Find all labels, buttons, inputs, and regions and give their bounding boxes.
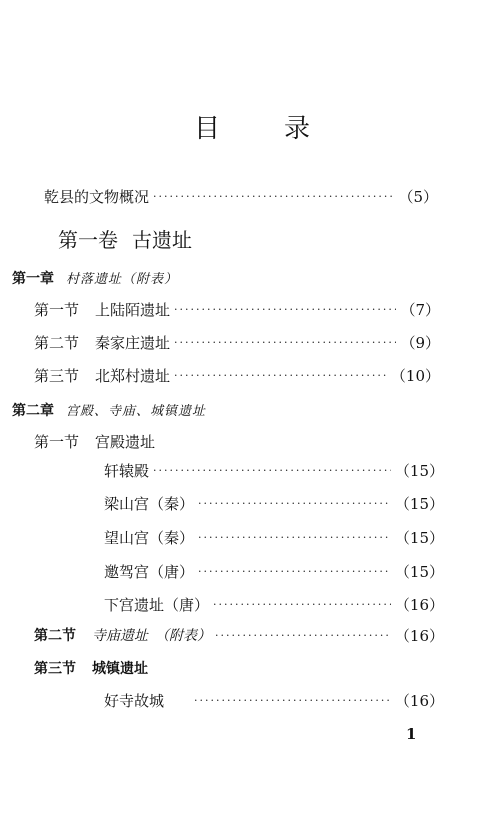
volume-heading <box>58 224 192 253</box>
chapter-title: 宫殿、寺庙、城镇遗址 <box>66 404 207 419</box>
entry-page: （5） <box>398 188 438 206</box>
entry-label: 好寺故城 <box>104 692 165 710</box>
entry-label: 梁山宫（秦） <box>104 495 195 513</box>
leader-dots <box>215 624 391 648</box>
title-char-2: 录 <box>284 114 311 144</box>
leader-dots <box>194 689 391 713</box>
toc-entry-ch1-sec3[interactable] <box>34 364 440 388</box>
entry-page: （10） <box>390 367 440 385</box>
entry-label: 宫殿遗址 <box>95 433 156 451</box>
chapter-title: 村落遗址（附表） <box>66 272 179 287</box>
entry-label: 寺庙遗址 （附表） <box>92 628 211 644</box>
entry-page: （16） <box>394 692 444 710</box>
leader-dots <box>153 185 394 209</box>
entry-page: （16） <box>394 627 444 645</box>
chapter-number: 第一章 <box>12 271 54 287</box>
section-number: 第三节 <box>34 367 80 385</box>
toc-entry-palace-5[interactable] <box>104 593 444 617</box>
entry-label: 望山宫（秦） <box>104 529 195 547</box>
entry-label: 乾县的文物概况 <box>44 188 150 206</box>
toc-entry-intro[interactable] <box>44 185 438 209</box>
entry-page: （9） <box>400 334 440 352</box>
toc-entry-palace-4[interactable] <box>104 560 444 584</box>
title-char-1: 目 <box>193 114 220 144</box>
toc-entry-ch2-sec3[interactable] <box>34 658 148 678</box>
entry-label: 邀驾宫（唐） <box>104 563 195 581</box>
page-title <box>0 108 504 145</box>
toc-entry-ch2-sec1[interactable] <box>34 431 155 452</box>
entry-page: （16） <box>394 596 444 614</box>
entry-label: 上陆陌遗址 <box>95 301 171 319</box>
leader-dots <box>174 364 387 388</box>
entry-page: （15） <box>394 529 444 547</box>
leader-dots <box>213 593 391 617</box>
entry-label: 轩辕殿 <box>104 462 150 480</box>
leader-dots <box>198 526 391 550</box>
chapter-heading-1 <box>12 268 178 288</box>
leader-dots <box>198 560 391 584</box>
section-number: 第二节 <box>34 334 80 352</box>
toc-entry-town[interactable] <box>104 689 444 713</box>
entry-page: （15） <box>394 563 444 581</box>
entry-page: （7） <box>400 301 440 319</box>
page-number: 1 <box>406 725 417 743</box>
toc-entry-ch1-sec2[interactable] <box>34 331 440 355</box>
entry-page: （15） <box>394 462 444 480</box>
entry-label: 城镇遗址 <box>92 661 148 677</box>
leader-dots <box>174 298 396 322</box>
leader-dots <box>198 492 391 516</box>
toc-entry-ch2-sec2[interactable] <box>34 624 444 648</box>
chapter-heading-2 <box>12 400 206 420</box>
volume-title: 古遗址 <box>132 228 192 252</box>
toc-entry-palace-3[interactable] <box>104 526 444 550</box>
toc-entry-palace-1[interactable] <box>104 459 444 483</box>
toc-entry-ch1-sec1[interactable] <box>34 298 440 322</box>
section-number: 第二节 <box>34 628 76 644</box>
leader-dots <box>153 459 391 483</box>
toc-entry-palace-2[interactable] <box>104 492 444 516</box>
entry-page: （15） <box>394 495 444 513</box>
leader-dots <box>174 331 396 355</box>
entry-label: 下宫遗址（唐） <box>104 596 210 614</box>
entry-label: 秦家庄遗址 <box>95 334 171 352</box>
section-number: 第一节 <box>34 301 80 319</box>
section-number: 第一节 <box>34 433 80 451</box>
section-number: 第三节 <box>34 661 76 677</box>
entry-label: 北郑村遗址 <box>95 367 171 385</box>
volume-number: 第一卷 <box>58 228 118 252</box>
chapter-number: 第二章 <box>12 403 54 419</box>
